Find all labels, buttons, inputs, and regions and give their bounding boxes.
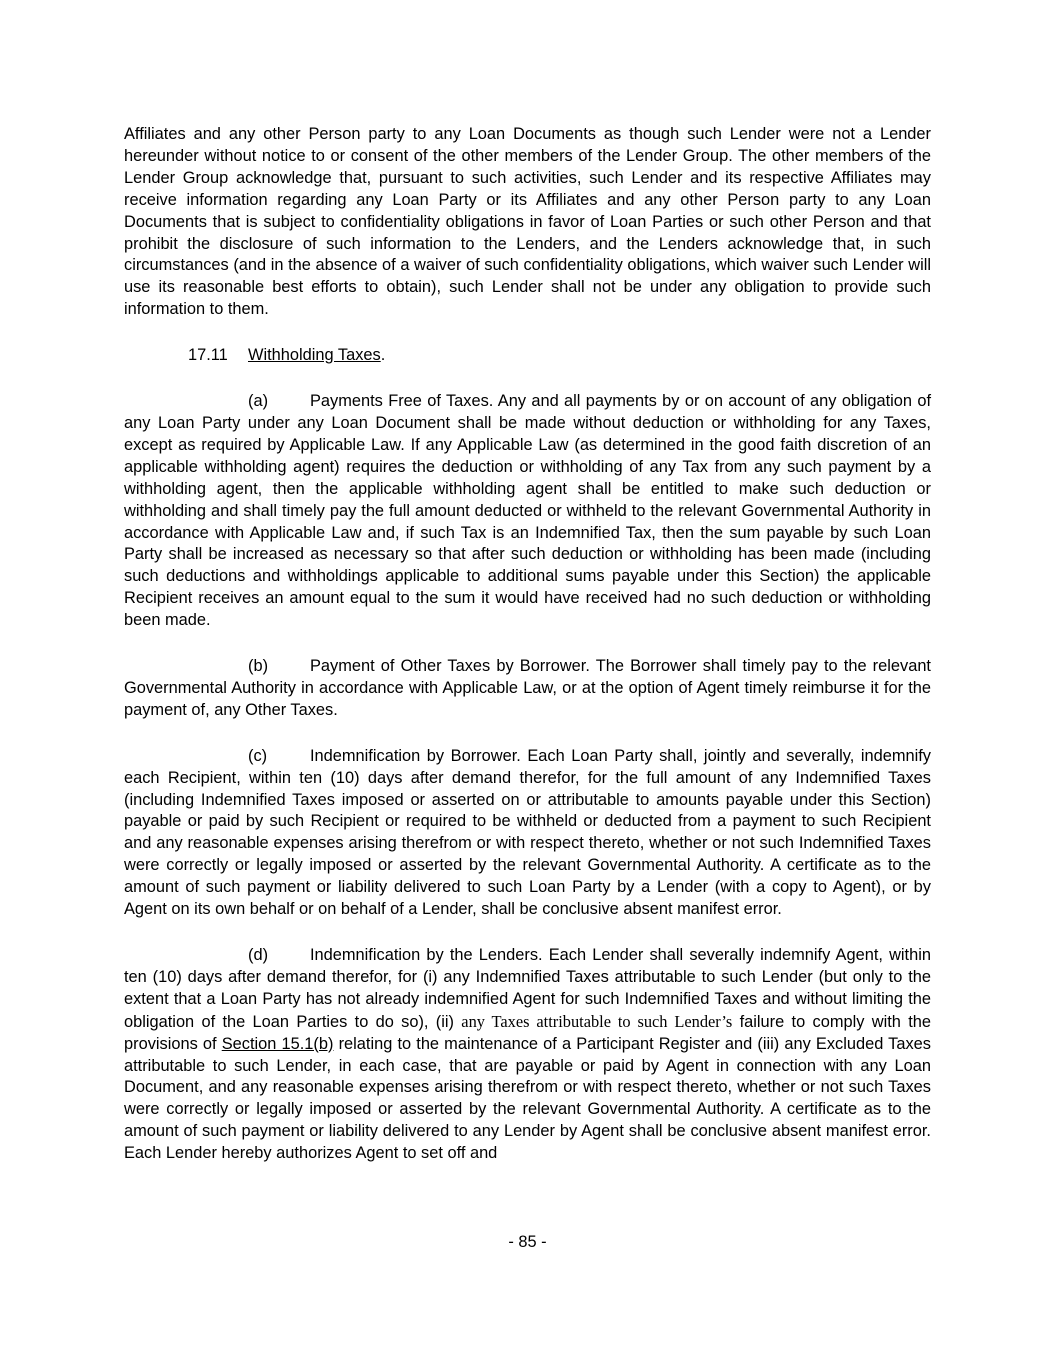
section-heading: [124, 345, 931, 367]
subsection-b-body: The Borrower shall timely pay to the relevant Governmental Authority in accordance with Applicable Law, or at the option of Agent timely reimburse it for the payment of, any Other Taxes.: [124, 657, 931, 719]
section-number: 17.11: [188, 346, 228, 365]
subsection-c-label: (c): [248, 746, 268, 765]
subsection-d-label: (d): [248, 946, 269, 964]
subsection-a-label: (a): [248, 392, 269, 411]
subsection-c: [124, 746, 931, 921]
subsection-b-caption: Payment of Other Taxes by Borrower.: [310, 657, 590, 676]
intro-paragraph: Affiliates and any other Person party to any Loan Documents as though such Lender were not a Lender hereunder without notice to or consent of the other members of the Lender Group. The other members of the Lender Group acknowledge that, pursuant to such activities, such Lender and its respective Affiliates may receive information regarding any Loan Party or its Affiliates and any other Person party to any Loan Documents that is subject to confidentiality obligations in favor of Loan Parties or such other Person and that prohibit the disclosure of such information to the Lenders, and the Lenders acknowledge that, in such circumstances (and in the absence of a waiver of such confidentiality obligations, which waiver such Lender will use its reasonable best efforts to obtain), such Lender shall not be under any obligation to provide such information to them.: [124, 125, 931, 319]
section-reference-link: Section 15.1(b): [221, 1034, 334, 1053]
subsection-d-body-part1: Each Lender shall severally indemnify Agent, within ten (10) days after demand therefor, for (i) any Indemnified Taxes attributable to such Lender (but only to the extent that a Loan Party has not already indemnified Agent for such Indemnified Taxes and without limiting the obligation of the Loan Parties to do so), (ii): [124, 946, 931, 1031]
subsection-b: [124, 656, 931, 722]
subsection-b-label: (b): [248, 657, 269, 676]
section-title-suffix: .: [380, 346, 386, 365]
subsection-a: [124, 391, 931, 632]
subsection-d-body-serif: any Taxes attributable to such Lender’s: [461, 1011, 733, 1031]
section-title: Withholding Taxes: [248, 346, 381, 365]
page-number: - 85 -: [508, 1233, 547, 1251]
subsection-c-body: Each Loan Party shall, jointly and severally, indemnify each Recipient, within ten (10) days after demand therefor, for the full amount of any Indemnified Taxes (including Indemnified Taxes imposed or asserted on or attributable to amounts payable under this Section) payable or paid by such Recipient or required to be withheld or deducted from a payment to such Recipient and any reasonable expenses arising therefrom or with respect thereto, whether or not such Indemnified Taxes were correctly or legally imposed or asserted by the relevant Governmental Authority. A certificate as to the amount of such payment or liability delivered to such Loan Party by a Lender (with a copy to Agent), or by Agent on its own behalf or on behalf of a Lender, shall be conclusive absent manifest error.: [124, 746, 931, 919]
document-page: [124, 124, 931, 1165]
subsection-d-caption: Indemnification by the Lenders.: [310, 946, 543, 964]
subsection-a-body: Any and all payments by or on account of any obligation of any Loan Party under any Loan Document shall be made without deduction or withholding for any Taxes, except as required by Applicable Law. If any Applicable Law (as determined in the good faith discretion of an applicable withholding agent) requires the deduction or withholding of any Tax from any such payment by a withholding agent, then the applicable withholding agent shall be entitled to make such deduction or withholding and shall timely pay the full amount deducted or withheld to the relevant Governmental Authority in accordance with Applicable Law and, if such Tax is an Indemnified Tax, then the sum payable by such Loan Party shall be increased as necessary so that after such deduction or withholding has been made (including such deductions and withholdings applicable to additional sums payable under this Section) the applicable Recipient receives an amount equal to the sum it would have received had no such deduction or withholding been made.: [124, 392, 931, 630]
subsection-d-body-part2: failure to comply with the provisions of: [124, 1012, 931, 1053]
subsection-d: [124, 945, 931, 1165]
subsection-d-body-part3: relating to the maintenance of a Participant Register and (iii) any Excluded Taxes attributable to such Lender, in each case, that are payable or paid by Agent in connection with any Loan Document, and any reasonable expenses arising therefrom or with respect thereto, whether or not such Taxes were correctly or legally imposed or asserted by the relevant Governmental Authority. A certificate as to the amount of such payment or liability delivered to any Lender by Agent shall be conclusive absent manifest error. Each Lender hereby authorizes Agent to set off and: [124, 1034, 931, 1163]
subsection-c-caption: Indemnification by Borrower.: [310, 746, 521, 765]
subsection-a-caption: Payments Free of Taxes.: [310, 392, 494, 411]
